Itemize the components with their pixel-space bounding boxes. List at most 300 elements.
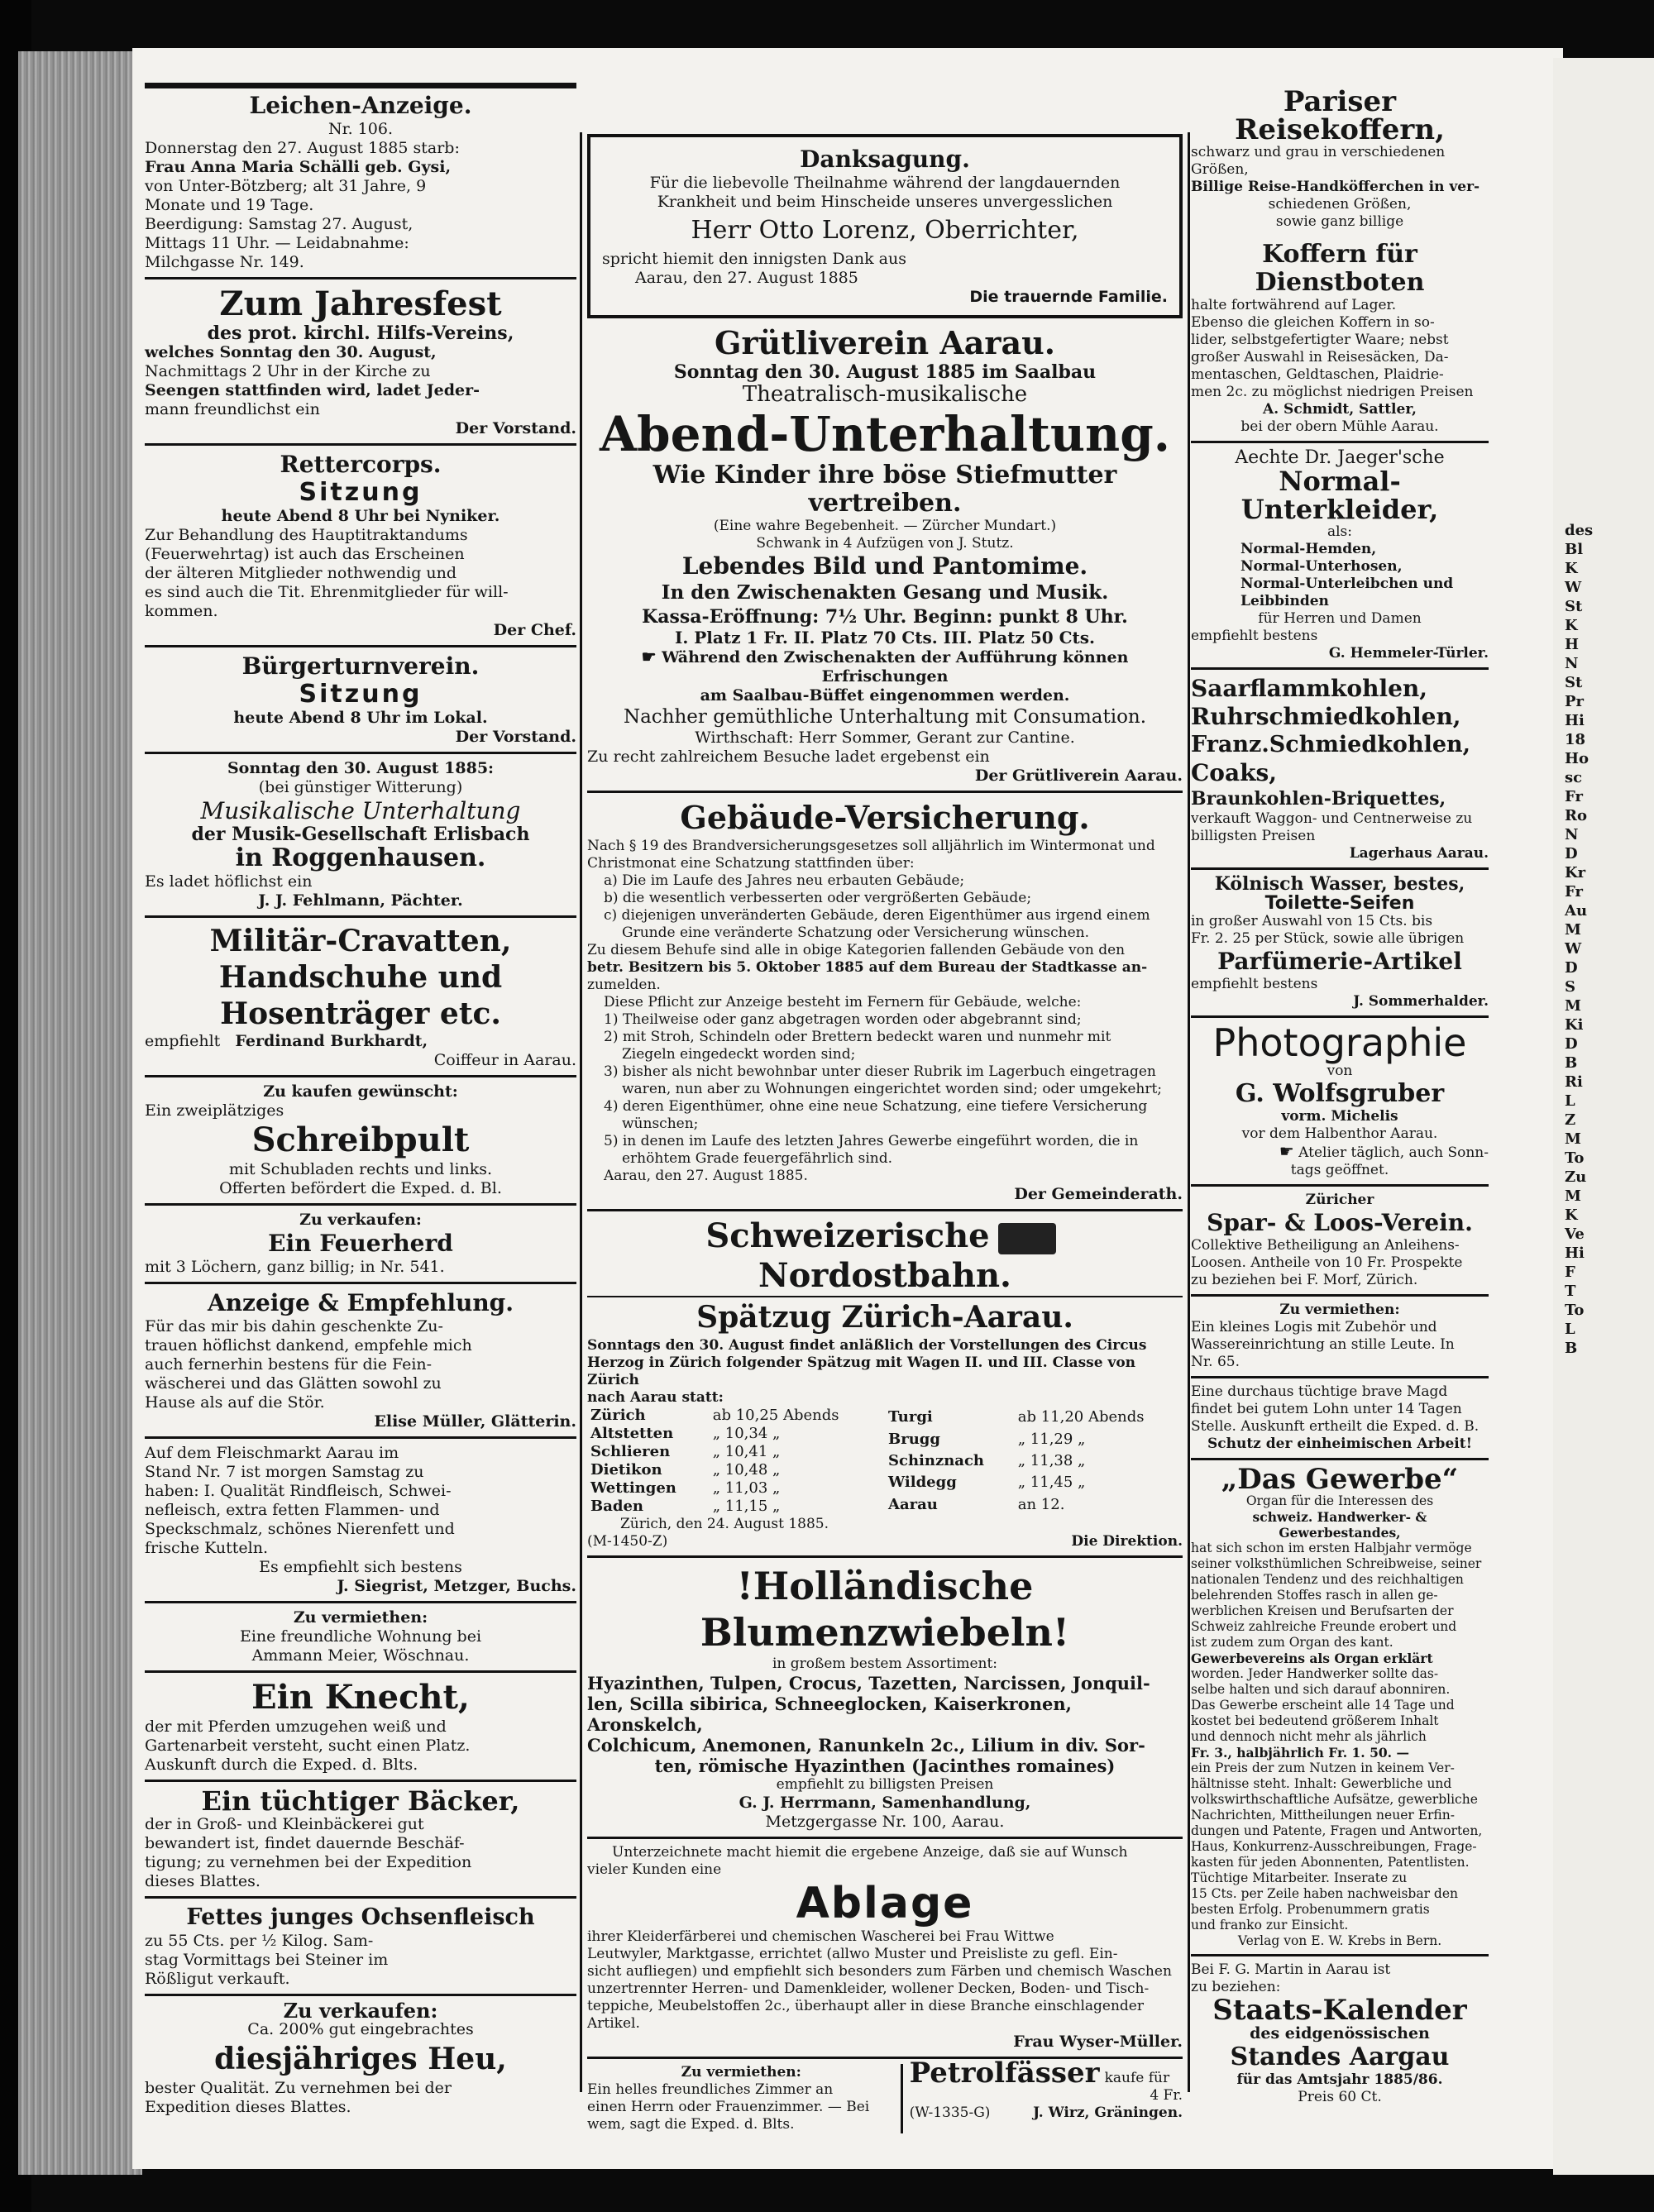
musik-place: in Roggenhausen.	[235, 843, 486, 872]
gebaeude-mid: Zu diesem Behufe sind alle in obige Kategorien fallenden Gebäude von den	[587, 942, 1126, 958]
ad-musikalische-unterhaltung	[145, 752, 576, 915]
leichen-line: Monate und 19 Tage.	[145, 196, 314, 214]
ablage-line: teppiche, Meubelstoffen 2c., überhaupt aller in diese Branche einschlagender	[587, 1998, 1144, 2014]
retter-title: Rettercorps.	[280, 451, 442, 478]
table-row	[587, 1498, 885, 1516]
next-page-fragment: Ho	[1565, 750, 1589, 767]
leichen-nr: Nr. 106.	[327, 120, 393, 138]
fleisch-line: Speckschmalz, schönes Nierenfett und	[145, 1520, 455, 1538]
buerger-title: Bürgerturnverein.	[241, 652, 480, 680]
gruetli-note: (Eine wahre Begebenheit. — Zürcher Mundart.)	[713, 518, 1057, 534]
next-page-fragment: des	[1565, 522, 1594, 539]
station-time: ab 10,25 Abends	[712, 1407, 839, 1424]
blumen-rec: empfiehlt zu billigsten Preisen	[776, 1776, 994, 1793]
jaeger-als: als:	[1327, 523, 1353, 540]
militaer-trade: Coiffeur in Aarau.	[433, 1051, 576, 1069]
gewerbe-line: besten Erfolg. Probenummern gratis	[1191, 1902, 1430, 1917]
table-row	[587, 1479, 885, 1498]
militaer-line: Hosenträger etc.	[220, 996, 501, 1031]
next-page-fragment: Ki	[1565, 1016, 1584, 1034]
ad-koelnisch-wasser	[1191, 867, 1489, 1015]
fleisch-line: haben: I. Qualität Rindfleisch, Schwei-	[145, 1482, 452, 1500]
next-page-fragment: D	[1565, 959, 1578, 977]
petrol-title: Petrolfässer	[909, 2057, 1100, 2090]
heu-pre: Ca. 200% gut eingebrachtes	[247, 2020, 474, 2038]
gewerbe-body	[1191, 1493, 1489, 1949]
ad-wohnung	[145, 1601, 576, 1670]
petrol-code: (W-1335-G)	[909, 2105, 991, 2121]
gebaeude-num: 1) Theilweise oder ganz abgetragen worden oder abgebrannt sind;	[604, 1011, 1082, 1028]
logis-line: Nr. 65.	[1191, 1354, 1240, 1370]
empfehlung-line: Hause als auf die Stör.	[145, 1393, 325, 1412]
gebaeude-item: c) diejenigen unveränderten Gebäude, deren Eigenthümer aus irgend einem	[604, 907, 1150, 924]
ablage-intro: Unterzeichnete macht hiemit die ergebene Anzeige, daß sie auf Wunsch	[612, 1844, 1128, 1861]
next-page-fragment: 18	[1565, 731, 1586, 748]
ad-buergerturnverein	[145, 645, 576, 752]
gruetli-bild: Lebendes Bild und Pantomime.	[681, 552, 1088, 580]
next-page-fragment: W	[1565, 940, 1582, 958]
bahn-line: Herzog in Zürich folgender Spätzug mit Wagen II. und III. Classe von Zürich	[587, 1354, 1136, 1388]
next-page-fragment: N	[1565, 826, 1579, 843]
next-page-fragment: B	[1565, 1340, 1578, 1357]
zimmer-line: Ein helles freundliches Zimmer an	[587, 2081, 834, 2098]
musik-sub: der Musik-Gesellschaft Erlisbach	[191, 824, 530, 845]
gebaeude-mid: betr. Besitzern bis 5. Oktober 1885 auf dem Bureau der Stadtkasse an-	[587, 959, 1148, 976]
gebaeude-num: Ziegeln eingedeckt worden sind;	[622, 1046, 856, 1063]
bahn-sign: Die Direktion.	[1071, 1533, 1183, 1550]
gebaeude-intro: Nach § 19 des Brandversicherungsgesetzes soll alljährlich im Wintermonat und	[587, 838, 1155, 854]
jaeger-head: Aechte Dr. Jaeger'sche	[1235, 447, 1445, 468]
gewerbe-line: nationalen Tendenz und des reichhaltigen	[1191, 1572, 1464, 1587]
empfehlung-line: trauen höflichst dankend, empfehle mich	[145, 1336, 472, 1354]
koffern-line: großer Auswahl in Reisesäcken, Da-	[1191, 349, 1449, 365]
retter-when: heute Abend 8 Uhr bei Nyniker.	[221, 507, 500, 525]
leichen-line: Donnerstag den 27. August 1885 starb:	[145, 139, 460, 157]
petrol-sign: J. Wirz, Gräningen.	[1033, 2105, 1183, 2121]
station-name: Wildegg	[888, 1474, 957, 1492]
dank-name: Herr Otto Lorenz, Oberrichter,	[691, 216, 1079, 245]
ad-zimmer	[587, 2064, 903, 2133]
next-page-fragment: B	[1565, 1054, 1578, 1072]
ad-rettercorps	[145, 443, 576, 645]
gewerbe-line: werblichen Kreisen und Berufsarten der	[1191, 1603, 1454, 1618]
blumen-line: Colchicum, Anemonen, Ranunkeln 2c., Lilium in div. Sor-	[587, 1735, 1145, 1756]
jaeger-rec: empfiehlt bestens	[1191, 628, 1318, 644]
dank-sign: Die trauernde Familie.	[969, 288, 1168, 306]
next-page-fragment: Zu	[1565, 1168, 1587, 1186]
photo-addr: vor dem Halbenthor Aarau.	[1241, 1125, 1438, 1142]
jaeger-item: Normal-Unterhosen,	[1240, 558, 1403, 575]
gebaeude-num: waren, nun aber zu Wohnungen eingerichtet worden sind; oder umgekehrt;	[622, 1081, 1163, 1097]
koelnisch-text: Fr. 2. 25 per Stück, sowie alle übrigen	[1191, 930, 1465, 947]
gewerbe-line: dungen und Patente, Fragen und Antworten,	[1191, 1823, 1483, 1838]
heu-line: Expedition dieses Blattes.	[145, 2098, 351, 2116]
ad-schreibpult	[145, 1075, 576, 1203]
leichen-line: Frau Anna Maria Schälli geb. Gysi,	[145, 158, 452, 176]
gruetli-title: Grütliverein Aarau.	[715, 324, 1055, 361]
station-time: ab 11,20 Abends	[1017, 1408, 1145, 1426]
gruetli-date: Sonntag den 30. August 1885 im Saalbau	[673, 361, 1097, 383]
jaeger-item: Leibbinden	[1240, 593, 1329, 609]
baecker-line: der in Groß- und Kleinbäckerei gut	[145, 1815, 424, 1833]
knecht-line: Auskunft durch die Exped. d. Blts.	[145, 1756, 418, 1774]
gebaeude-intro: Christmonat eine Schatzung stattfinden über:	[587, 855, 915, 872]
table-row	[587, 1443, 885, 1461]
gruetli-wahrend2: am Saalbau-Büffet eingenommen werden.	[700, 686, 1070, 705]
dank-title: Danksagung.	[800, 146, 970, 173]
ablage-line: unzertrennter Herren- und Damenkleider, wollener Decken, Boden- und Tisch-	[587, 1980, 1150, 1997]
jahresfest-line: mann freundlichst ein	[145, 400, 320, 418]
dank-line: Krankheit und beim Hinscheide unseres unvergesslichen	[657, 193, 1113, 211]
koelnisch-sign: J. Sommerhalder.	[1353, 993, 1489, 1010]
gruetli-wirth: Wirthschaft: Herr Sommer, Gerant zur Cantine.	[695, 729, 1075, 747]
baecker-title: Ein tüchtiger Bäcker,	[201, 1785, 520, 1817]
blumen-sub: in großem bestem Assortiment:	[772, 1655, 998, 1672]
empfehlung-line: Für das mir bis dahin geschenkte Zu-	[145, 1317, 443, 1335]
ad-danksagung	[587, 134, 1183, 318]
jahresfest-sign: Der Vorstand.	[455, 419, 576, 437]
next-page-fragment: Bl	[1565, 541, 1584, 558]
table-row	[885, 1494, 1183, 1516]
next-page-fragment: Fr	[1565, 788, 1583, 805]
ad-militaer-cravatten	[145, 915, 576, 1075]
next-page-fragment: N	[1565, 655, 1579, 672]
retter-sign: Der Chef.	[493, 621, 576, 639]
next-page-fragment: H	[1565, 636, 1580, 653]
station-name: Wettingen	[590, 1479, 676, 1497]
next-page-fragment: L	[1565, 1092, 1575, 1110]
timetable-right	[885, 1407, 1183, 1516]
feuerherd-line: mit 3 Löchern, ganz billig; in Nr. 541.	[145, 1258, 445, 1276]
station-name: Brugg	[888, 1430, 940, 1448]
ochsen-line: Rößligut verkauft.	[145, 1970, 290, 1988]
leichen-line: Beerdigung: Samstag 27. August,	[145, 215, 414, 233]
schreibpult-title: Schreibpult	[251, 1120, 470, 1159]
zimmer-head: Zu vermiethen:	[681, 2064, 801, 2081]
station-name: Dietikon	[590, 1461, 662, 1479]
ad-baecker	[145, 1780, 576, 1896]
leichen-title: Leichen-Anzeige.	[249, 92, 472, 119]
photo-atelier: Atelier täglich, auch Sonn-	[1298, 1144, 1489, 1161]
gruetli-main: Abend-Unterhaltung.	[600, 406, 1170, 462]
fleisch-line: nefleisch, extra fetten Flammen- und	[145, 1501, 440, 1519]
baecker-line: dieses Blattes.	[145, 1872, 261, 1890]
ochsen-line: zu 55 Cts. per ½ Kilog. Sam-	[145, 1932, 374, 1950]
pointing-hand-icon: ☛	[641, 647, 657, 666]
feuerherd-title: Ein Feuerherd	[268, 1230, 453, 1257]
column-center	[587, 83, 1183, 2138]
knecht-line: der mit Pferden umzugehen weiß und	[145, 1718, 447, 1736]
next-page-fragment: sc	[1565, 769, 1583, 786]
gebaeude-date: Aarau, den 27. August 1885.	[604, 1168, 808, 1184]
musik-invite: Es ladet höflichst ein	[145, 872, 313, 891]
jaeger-sign: G. Hemmeler-Türler.	[1328, 645, 1489, 662]
station-name: Zürich	[590, 1407, 646, 1424]
jahresfest-line: Nachmittags 2 Uhr in der Kirche zu	[145, 362, 431, 380]
table-row	[885, 1472, 1183, 1493]
station-name: Aarau	[888, 1495, 938, 1513]
koffern-sign: A. Schmidt, Sattler,	[1263, 401, 1417, 418]
schreibpult-line: mit Schubladen rechts und links.	[228, 1160, 493, 1178]
gewerbe-line: seiner volksthümlichen Schreibweise, seiner	[1191, 1556, 1482, 1571]
koffern-line: men 2c. zu möglichst niedrigen Preisen	[1191, 384, 1474, 400]
gebaeude-num: erhöhtem Grade feuergefährlich sind.	[622, 1150, 893, 1167]
schreibpult-line: Offerten befördert die Exped. d. Bl.	[219, 1179, 502, 1197]
heu-head: Zu verkaufen:	[283, 1999, 438, 2023]
fleisch-line: Stand Nr. 7 ist morgen Samstag zu	[145, 1463, 424, 1481]
ad-bottom-row	[587, 2057, 1183, 2138]
retter-line: der älteren Mitglieder nothwendig und	[145, 564, 457, 582]
gebaeude-title: Gebäude-Versicherung.	[680, 799, 1090, 836]
next-page-fragment: Z	[1565, 1111, 1576, 1129]
blumen-title: !Holländische Blumenzwiebeln!	[700, 1564, 1070, 1655]
next-page-fragment: M	[1565, 997, 1581, 1015]
gebaeude-num: wünschen;	[622, 1116, 699, 1132]
ablage-sign: Frau Wyser-Müller.	[1013, 2033, 1183, 2051]
dank-place: Aarau, den 27. August 1885	[635, 269, 858, 287]
gewerbe-line: belehrenden Stoffes rasch in allen ge-	[1191, 1588, 1438, 1603]
station-name: Schlieren	[590, 1443, 671, 1460]
schreibpult-pre: Ein zweiplätziges	[145, 1101, 284, 1120]
ad-knecht	[145, 1670, 576, 1780]
jahresfest-line: welches Sonntag den 30. August,	[145, 343, 437, 361]
dank-line: spricht hiemit den innigsten Dank aus	[602, 250, 906, 268]
next-page-fragment: Hi	[1565, 712, 1585, 729]
koffern-line: halte fortwährend auf Lager.	[1191, 297, 1397, 313]
spar-line: zu beziehen bei F. Morf, Zürich.	[1191, 1272, 1418, 1288]
table-row	[587, 1461, 885, 1479]
ad-anzeige-empfehlung	[145, 1282, 576, 1436]
pariser-line: sowie ganz billige	[1275, 213, 1404, 230]
militaer-line: Handschuhe und	[218, 960, 503, 995]
pariser-line: schwarz und grau in verschiedenen Größen,	[1191, 144, 1446, 178]
station-time: „ 10,34 „	[712, 1425, 781, 1442]
retter-line: (Feuerwehrtag) ist auch das Erscheinen	[145, 545, 465, 563]
leichen-line: von Unter-Bötzberg; alt 31 Jahre, 9	[145, 177, 427, 195]
jahresfest-title: Zum Jahresfest	[219, 284, 502, 323]
timetable-left	[587, 1407, 885, 1516]
gebaeude-num: 2) mit Stroh, Schindeln oder Brettern bedeckt waren und nunmehr mit	[604, 1029, 1111, 1045]
gruetli-play: Wie Kinder ihre böse Stiefmutter vertreiben.	[653, 461, 1117, 518]
knecht-line: Gartenarbeit versteht, sucht einen Platz.	[145, 1737, 471, 1755]
next-page-fragment: To	[1565, 1149, 1585, 1167]
magd-line: Stelle. Auskunft ertheilt die Exped. d. B.	[1191, 1418, 1480, 1435]
bahn-line: Sonntags den 30. August findet anläßlich der Vorstellungen des Circus	[587, 1337, 1147, 1354]
staats-line: des eidgenössischen	[1250, 2024, 1430, 2042]
column-left	[145, 83, 576, 2122]
ad-das-gewerbe	[1191, 1458, 1489, 1954]
next-page-fragment: M	[1565, 1130, 1581, 1148]
ad-kohlen	[1191, 667, 1489, 867]
petrol-price: 4 Fr.	[1150, 2087, 1183, 2104]
spar-head: Züricher	[1305, 1192, 1374, 1208]
fleisch-line: frische Kutteln.	[145, 1539, 268, 1557]
ochsen-title: Fettes junges Ochsenfleisch	[186, 1904, 535, 1930]
station-name: Altstetten	[590, 1425, 674, 1442]
musik-sign: J. J. Fehlmann, Pächter.	[258, 891, 463, 910]
knecht-title: Ein Knecht,	[251, 1678, 470, 1717]
gebaeude-mid: zumelden.	[587, 977, 661, 993]
pariser-line: Billige Reise-Handköfferchen in ver-	[1191, 179, 1480, 195]
baecker-line: bewandert ist, findet dauernde Beschäf-	[145, 1834, 465, 1852]
ad-jaeger-unterkleider	[1191, 441, 1489, 667]
dank-line: Für die liebevolle Theilnahme während der langdauernden	[649, 174, 1121, 192]
magd-line: findet bei gutem Lohn unter 14 Tagen	[1191, 1401, 1462, 1417]
ad-staats-kalender	[1191, 1954, 1489, 2111]
gruetli-wahrend: Während den Zwischenakten der Aufführung können Erfrischungen	[662, 648, 1129, 686]
next-page-fragment: Pr	[1565, 693, 1585, 710]
table-row	[885, 1428, 1183, 1450]
next-page-fragment: To	[1565, 1302, 1585, 1319]
gewerbe-verlag: Verlag von E. W. Krebs in Bern.	[1237, 1933, 1442, 1948]
gewerbe-line: worden. Jeder Handwerker sollte das-	[1191, 1666, 1439, 1681]
militaer-line: Militär-Cravatten,	[209, 924, 512, 958]
gewerbe-line: hältnisse steht. Inhalt: Gewerbliche und	[1191, 1776, 1452, 1791]
bahn-right: Nordostbahn.	[758, 1256, 1011, 1295]
gewerbe-line: kostet bei bedeutend größerem Inhalt	[1191, 1713, 1439, 1728]
bahn-left: Schweizerische	[705, 1216, 990, 1255]
jaeger-for: für Herren und Damen	[1258, 610, 1422, 627]
gruetli-kind: Theatralisch-musikalische	[742, 382, 1028, 407]
gebaeude-item: a) Die im Laufe des Jahres neu erbauten Gebäude;	[604, 872, 965, 889]
next-page-fragment: Fr	[1565, 883, 1583, 901]
ablage-line: sicht aufliegen) und empfiehlt sich besonders zum Färben und chemisch Waschen	[587, 1963, 1172, 1980]
next-page-fragment: S	[1565, 978, 1575, 996]
magd-line: Eine durchaus tüchtige brave Magd	[1191, 1383, 1448, 1400]
kohlen-line: Coaks,	[1191, 759, 1278, 786]
koffern-line: Ebenso die gleichen Koffern in so-	[1191, 314, 1435, 331]
ad-feuerherd	[145, 1203, 576, 1282]
gebaeude-item: b) die wesentlich verbesserten oder vergrößerten Gebäude;	[604, 890, 1032, 906]
ad-photographie	[1191, 1015, 1489, 1184]
next-page-fragment: K	[1565, 617, 1578, 634]
leichen-line: Mittags 11 Uhr. — Leidabnahme:	[145, 234, 409, 252]
koffern-title: Koffern für Dienstboten	[1255, 240, 1425, 297]
staats-price: Preis 60 Ct.	[1298, 2089, 1382, 2105]
table-row	[587, 1425, 885, 1443]
page-edges	[18, 51, 142, 2175]
ad-pariser-reisekoffern	[1191, 83, 1489, 236]
ablage-line: Leutwyler, Marktgasse, errichtet (allwo Muster und Preisliste zu gefl. Ein-	[587, 1946, 1118, 1962]
ablage-line: ihrer Kleiderfärberei und chemischen Wascherei bei Frau Wittwe	[587, 1928, 1054, 1945]
gewerbe-line: schweiz. Handwerker- & Gewerbestandes,	[1252, 1509, 1427, 1541]
kohlen-line: Braunkohlen-Briquettes,	[1191, 788, 1446, 810]
petrol-kauf: kaufe für	[1104, 2070, 1170, 2086]
next-page-fragment: K	[1565, 1206, 1578, 1224]
kohlen-line: Ruhrschmiedkohlen,	[1191, 703, 1461, 730]
logis-line: Wassereinrichtung an stille Leute. In	[1191, 1336, 1455, 1353]
next-page-fragment: Ve	[1565, 1225, 1585, 1243]
staats-line: Standes Aargau	[1230, 2042, 1450, 2071]
ad-leichen-anzeige	[145, 83, 576, 277]
wohnung-line: Eine freundliche Wohnung bei	[239, 1627, 482, 1646]
gewerbe-line: Das Gewerbe erscheint alle 14 Tage und	[1191, 1698, 1455, 1713]
zimmer-line: einen Herrn oder Frauenzimmer. — Bei	[587, 2099, 870, 2115]
ablage-title: Ablage	[796, 1879, 974, 1928]
station-time: „ 10,41 „	[712, 1443, 781, 1460]
bahn-code: (M-1450-Z)	[587, 1533, 668, 1550]
next-page-fragment: Hi	[1565, 1245, 1585, 1262]
retter-line: Zur Behandlung des Hauptitraktandums	[145, 526, 468, 544]
empfehlung-line: auch fernerhin bestens für die Fein-	[145, 1355, 433, 1374]
koelnisch-rec: empfiehlt bestens	[1191, 976, 1318, 992]
ad-ablage	[587, 1837, 1183, 2057]
logis-line: Ein kleines Logis mit Zubehör und	[1191, 1319, 1437, 1335]
gruetli-nachher: Nachher gemüthliche Unterhaltung mit Consumation.	[623, 706, 1147, 728]
next-page-fragment: T	[1565, 1283, 1576, 1300]
pariser-line: schiedenen Größen,	[1268, 196, 1412, 213]
koffern-line: mentaschen, Geldtaschen, Plaidrie-	[1191, 366, 1444, 383]
ochsen-line: stag Vormittags bei Steiner im	[145, 1951, 389, 1969]
militaer-rec: empfiehlt	[145, 1032, 221, 1050]
zimmer-line: wem, sagt die Exped. d. Blts.	[587, 2116, 795, 2133]
photo-title: Photographie	[1212, 1020, 1467, 1065]
gebaeude-sign: Der Gemeinderath.	[1014, 1185, 1183, 1203]
staats-line: für das Amtsjahr 1885/86.	[1236, 2071, 1443, 2088]
station-name: Baden	[590, 1498, 644, 1515]
next-page-fragment: D	[1565, 1035, 1578, 1053]
gewerbe-line: und franko zur Einsicht.	[1191, 1918, 1349, 1933]
gebaeude-pflicht: Diese Pflicht zur Anzeige besteht im Fernern für Gebäude, welche:	[604, 994, 1082, 1010]
next-page-fragment: D	[1565, 845, 1578, 862]
photo-atelier2: tags geöffnet.	[1290, 1162, 1389, 1178]
blumen-line: ten, römische Hyazinthen (Jacinthes romaines)	[654, 1756, 1116, 1776]
gewerbe-line: kasten für jeden Abonnenten, Patentlisten.	[1191, 1855, 1470, 1870]
gewerbe-line: Fr. 3., halbjährlich Fr. 1. 50. —	[1191, 1745, 1409, 1761]
gebaeude-num: 4) deren Eigenthümer, ohne eine neue Schatzung, eine tiefere Versicherung	[604, 1098, 1148, 1115]
station-time: „ 10,48 „	[712, 1461, 781, 1479]
gewerbe-line: ist zudem zum Organ des kant.	[1191, 1635, 1393, 1650]
next-page-fragment: K	[1565, 560, 1578, 577]
gewerbe-line: ein Preis der zum Nutzen in keinem Ver-	[1191, 1761, 1455, 1775]
ablage-line: Artikel.	[587, 2015, 640, 2032]
staats-intro: zu beziehen:	[1191, 1979, 1281, 1995]
leichen-line: Milchgasse Nr. 149.	[145, 253, 304, 271]
next-page-fragment: Ri	[1565, 1073, 1583, 1091]
logis-head: Zu vermiethen:	[1279, 1302, 1400, 1318]
schreibpult-head: Zu kaufen gewünscht:	[263, 1082, 458, 1101]
gewerbe-line: selbe halten und sich darauf abonniren.	[1191, 1682, 1451, 1697]
next-page-fragment: St	[1565, 674, 1583, 691]
ad-heu	[145, 1994, 576, 2122]
jahresfest-sub: des prot. kirchl. Hilfs-Vereins,	[207, 322, 514, 344]
kohlen-line: Saarflammkohlen,	[1191, 675, 1428, 702]
blumen-line: len, Scilla sibirica, Schneeglocken, Kaiserkronen, Aronskelch,	[587, 1694, 1072, 1735]
spar-line: Collektive Betheiligung an Anleihens-	[1191, 1237, 1460, 1254]
gruetli-sign: Der Grütliverein Aarau.	[974, 767, 1183, 785]
musik-weather: (bei günstiger Witterung)	[258, 778, 463, 796]
jaeger-title: Normal-Unterkleider,	[1240, 466, 1439, 525]
table-row	[587, 1407, 885, 1425]
gewerbe-line: Tüchtige Mitarbeiter. Inserate zu	[1191, 1870, 1408, 1885]
koelnisch-title: Parfümerie-Artikel	[1217, 948, 1462, 975]
gebaeude-num: 3) bisher als nicht bewohnbar unter dieser Rubrik im Lagerbuch eingetragen	[604, 1063, 1156, 1080]
photo-name: G. Wolfsgruber	[1235, 1079, 1445, 1108]
next-page-fragment: M	[1565, 921, 1581, 939]
blumen-addr: Metzgergasse Nr. 100, Aarau.	[765, 1813, 1005, 1831]
empfehlung-line: wäscherei und das Glätten sowohl zu	[145, 1374, 442, 1393]
station-name: Schinznach	[888, 1451, 984, 1469]
station-name: Turgi	[888, 1408, 933, 1426]
gewerbe-line: 15 Cts. per Zeile haben nachweisbar den	[1191, 1886, 1458, 1901]
buerger-sitzung: Sitzung	[299, 680, 423, 709]
wohnung-head: Zu vermiethen:	[293, 1608, 428, 1627]
pariser-title: Pariser Reisekoffern,	[1235, 85, 1445, 146]
empfehlung-title: Anzeige & Empfehlung.	[207, 1289, 514, 1316]
station-time: „ 11,15 „	[712, 1498, 781, 1515]
magd-schutz: Schutz der einheimischen Arbeit!	[1207, 1436, 1473, 1452]
station-time: an 12.	[1017, 1495, 1065, 1513]
